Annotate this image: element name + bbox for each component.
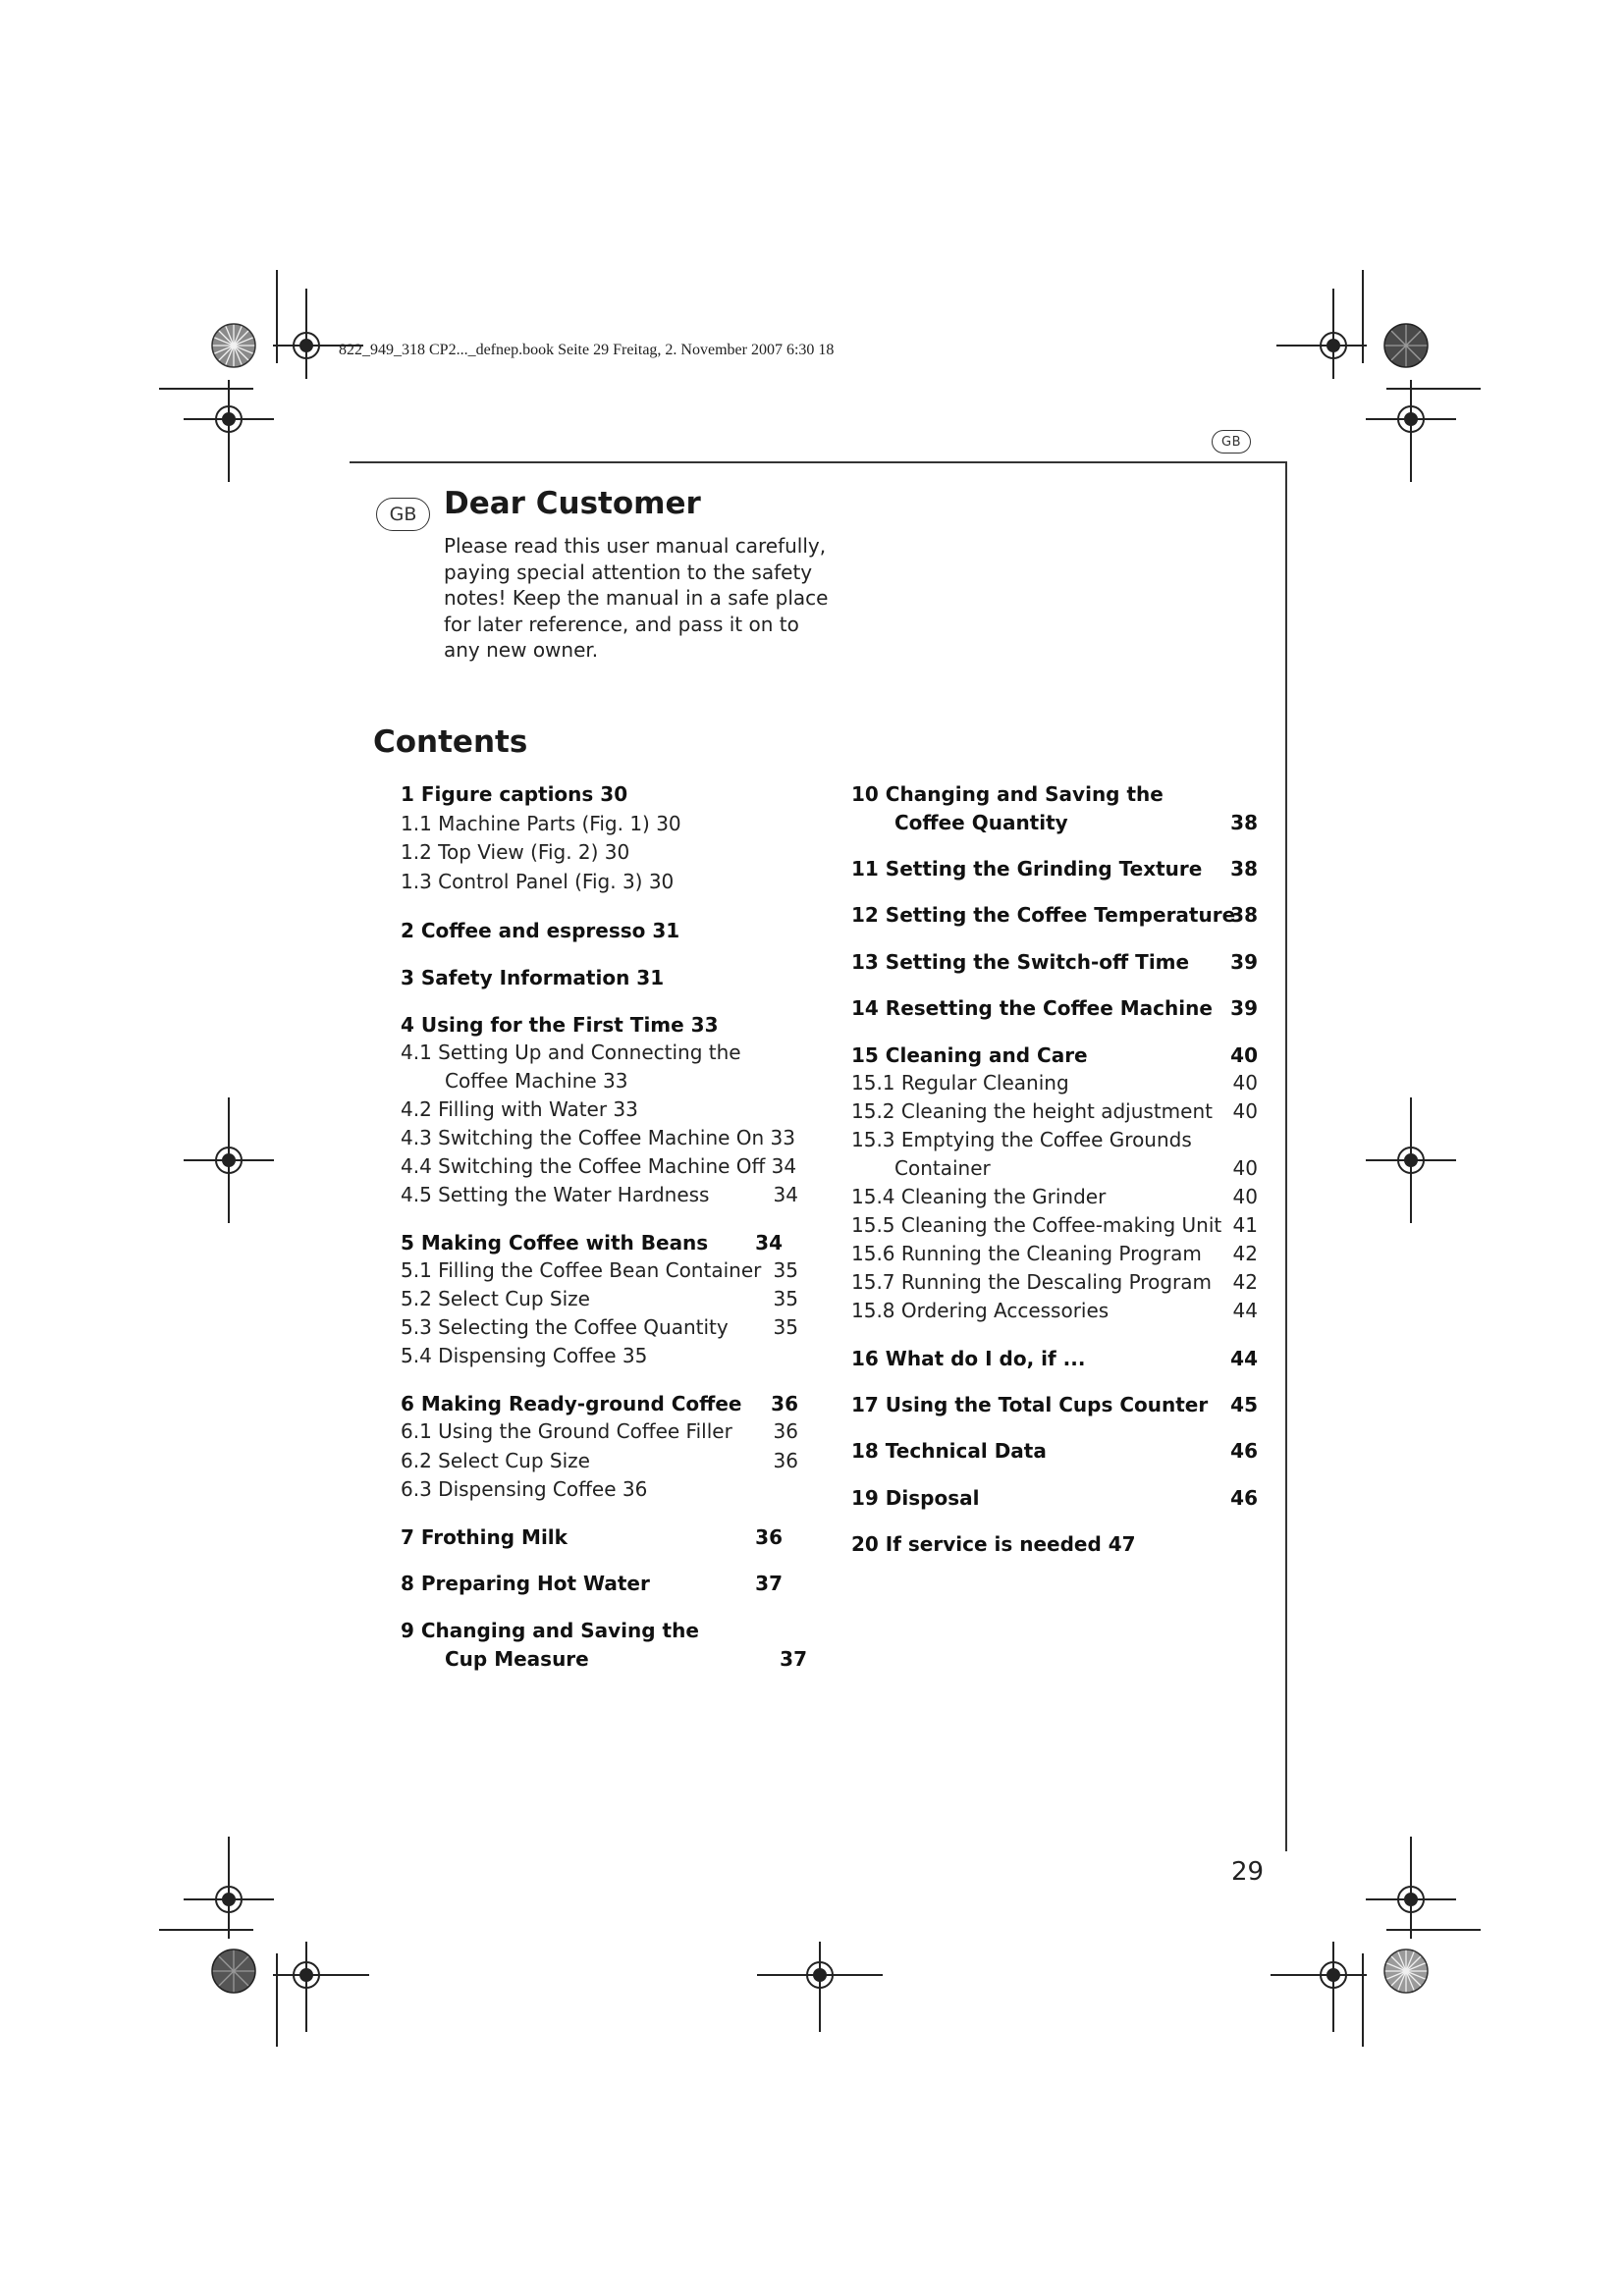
toc-entry-page: 42 bbox=[1232, 1242, 1258, 1265]
page-number: 29 bbox=[1231, 1857, 1265, 1887]
toc-entry: 16 What do I do, if ... bbox=[851, 1347, 1086, 1370]
contents-title: Contents bbox=[373, 724, 528, 760]
toc-entry: 15 Cleaning and Care bbox=[851, 1043, 1088, 1067]
toc-entry-page: 35 bbox=[773, 1287, 798, 1310]
toc-entry-page: 36 bbox=[755, 1525, 783, 1549]
toc-entry: 15.6 Running the Cleaning Program bbox=[851, 1242, 1202, 1265]
toc-entry: 9 Changing and Saving the bbox=[401, 1619, 699, 1642]
toc-entry-page: 37 bbox=[780, 1647, 807, 1671]
intro-title: Dear Customer bbox=[444, 486, 701, 521]
toc-entry: Coffee Quantity bbox=[894, 811, 1068, 834]
toc-entry: 4.5 Setting the Water Hardness bbox=[401, 1183, 710, 1206]
toc-entry: 5 Making Coffee with Beans bbox=[401, 1231, 709, 1255]
toc-entry-page: 37 bbox=[755, 1572, 783, 1595]
toc-entry-page: 38 bbox=[1230, 857, 1258, 881]
toc-entry: 15.7 Running the Descaling Program bbox=[851, 1270, 1212, 1294]
toc-entry-page: 38 bbox=[1230, 811, 1258, 834]
toc-entry: Container bbox=[894, 1156, 991, 1180]
toc-entry-page: 44 bbox=[1230, 1347, 1258, 1370]
toc-entry: 3 Safety Information 31 bbox=[401, 966, 665, 989]
page-frame-right-rule bbox=[1285, 461, 1287, 1851]
toc-entry: 1.3 Control Panel (Fig. 3) 30 bbox=[401, 870, 675, 893]
toc-entry: 14 Resetting the Coffee Machine bbox=[851, 996, 1213, 1020]
toc-entry: 15.4 Cleaning the Grinder bbox=[851, 1185, 1107, 1208]
toc-entry-page: 40 bbox=[1230, 1043, 1258, 1067]
toc-entry-page: 36 bbox=[773, 1419, 798, 1443]
toc-entry-page: 35 bbox=[773, 1315, 798, 1339]
toc-entry-page: 44 bbox=[1232, 1299, 1258, 1322]
toc-entry: 17 Using the Total Cups Counter bbox=[851, 1393, 1209, 1416]
toc-entry-page: 41 bbox=[1232, 1213, 1258, 1237]
toc-entry-page: 36 bbox=[771, 1392, 798, 1415]
toc-entry-page: 39 bbox=[1230, 950, 1258, 974]
toc-entry: 6.1 Using the Ground Coffee Filler bbox=[401, 1419, 732, 1443]
toc-entry: 13 Setting the Switch-off Time bbox=[851, 950, 1190, 974]
toc-entry: 1.1 Machine Parts (Fig. 1) 30 bbox=[401, 812, 681, 835]
toc-entry: 5.1 Filling the Coffee Bean Container bbox=[401, 1258, 762, 1282]
toc-entry: 7 Frothing Milk bbox=[401, 1525, 568, 1549]
toc-entry: 4.3 Switching the Coffee Machine On 33 bbox=[401, 1126, 796, 1149]
toc-entry-page: 34 bbox=[773, 1183, 798, 1206]
toc-entry-page: 40 bbox=[1232, 1156, 1258, 1180]
toc-entry-page: 40 bbox=[1232, 1185, 1258, 1208]
toc-entry: 15.2 Cleaning the height adjustment bbox=[851, 1099, 1213, 1123]
toc-entry: 6 Making Ready-ground Coffee bbox=[401, 1392, 742, 1415]
toc-entry-page: 35 bbox=[773, 1258, 798, 1282]
toc-entry-page: 36 bbox=[773, 1449, 798, 1472]
toc-entry-page: 46 bbox=[1230, 1439, 1258, 1463]
toc-entry: 4 Using for the First Time 33 bbox=[401, 1013, 719, 1037]
toc-entry-page: 34 bbox=[755, 1231, 783, 1255]
toc-entry: 5.4 Dispensing Coffee 35 bbox=[401, 1344, 648, 1367]
print-slug: 822_949_318 CP2..._defnep.book Seite 29 Freitag, 2. November 2007 6:30 18 bbox=[339, 342, 835, 358]
toc-entry: 10 Changing and Saving the bbox=[851, 782, 1164, 806]
toc-entry-page: 46 bbox=[1230, 1486, 1258, 1510]
toc-entry: 18 Technical Data bbox=[851, 1439, 1047, 1463]
toc-entry: 6.2 Select Cup Size bbox=[401, 1449, 590, 1472]
toc-entry: 12 Setting the Coffee Temperature bbox=[851, 903, 1236, 927]
page-frame-top-rule bbox=[350, 461, 1286, 463]
toc-entry: 5.3 Selecting the Coffee Quantity bbox=[401, 1315, 729, 1339]
toc-entry: 15.5 Cleaning the Coffee-making Unit bbox=[851, 1213, 1222, 1237]
toc-entry-page: 40 bbox=[1232, 1071, 1258, 1095]
toc-entry: 4.1 Setting Up and Connecting the bbox=[401, 1041, 741, 1064]
toc-entry: 15.3 Emptying the Coffee Grounds bbox=[851, 1128, 1192, 1151]
toc-entry: Coffee Machine 33 bbox=[445, 1069, 628, 1093]
toc-entry: 20 If service is needed 47 bbox=[851, 1532, 1136, 1556]
toc-entry: 15.1 Regular Cleaning bbox=[851, 1071, 1069, 1095]
toc-entry: 19 Disposal bbox=[851, 1486, 980, 1510]
toc-entry: 5.2 Select Cup Size bbox=[401, 1287, 590, 1310]
toc-entry-page: 38 bbox=[1230, 903, 1258, 927]
toc-entry: 6.3 Dispensing Coffee 36 bbox=[401, 1477, 648, 1501]
toc-entry: 1 Figure captions 30 bbox=[401, 782, 628, 806]
toc-entry-page: 39 bbox=[1230, 996, 1258, 1020]
toc-entry: 4.2 Filling with Water 33 bbox=[401, 1097, 638, 1121]
toc-entry: Cup Measure bbox=[445, 1647, 589, 1671]
intro-text: Please read this user manual carefully, paying special attention to the safety notes! Keep the manual in a safe place for later reference, and pass it on to any new owner. bbox=[444, 534, 829, 662]
toc-entry-page: 45 bbox=[1230, 1393, 1258, 1416]
toc-entry-page: 40 bbox=[1232, 1099, 1258, 1123]
toc-entry: 15.8 Ordering Accessories bbox=[851, 1299, 1110, 1322]
language-badge: GB bbox=[1212, 430, 1251, 454]
intro-language-badge: GB bbox=[376, 498, 430, 531]
toc-entry: 4.4 Switching the Coffee Machine Off 34 bbox=[401, 1154, 797, 1178]
toc-entry: 1.2 Top View (Fig. 2) 30 bbox=[401, 840, 630, 864]
toc-entry: 11 Setting the Grinding Texture bbox=[851, 857, 1203, 881]
toc-entry: 8 Preparing Hot Water bbox=[401, 1572, 650, 1595]
toc-entry: 2 Coffee and espresso 31 bbox=[401, 919, 680, 942]
toc-entry-page: 42 bbox=[1232, 1270, 1258, 1294]
